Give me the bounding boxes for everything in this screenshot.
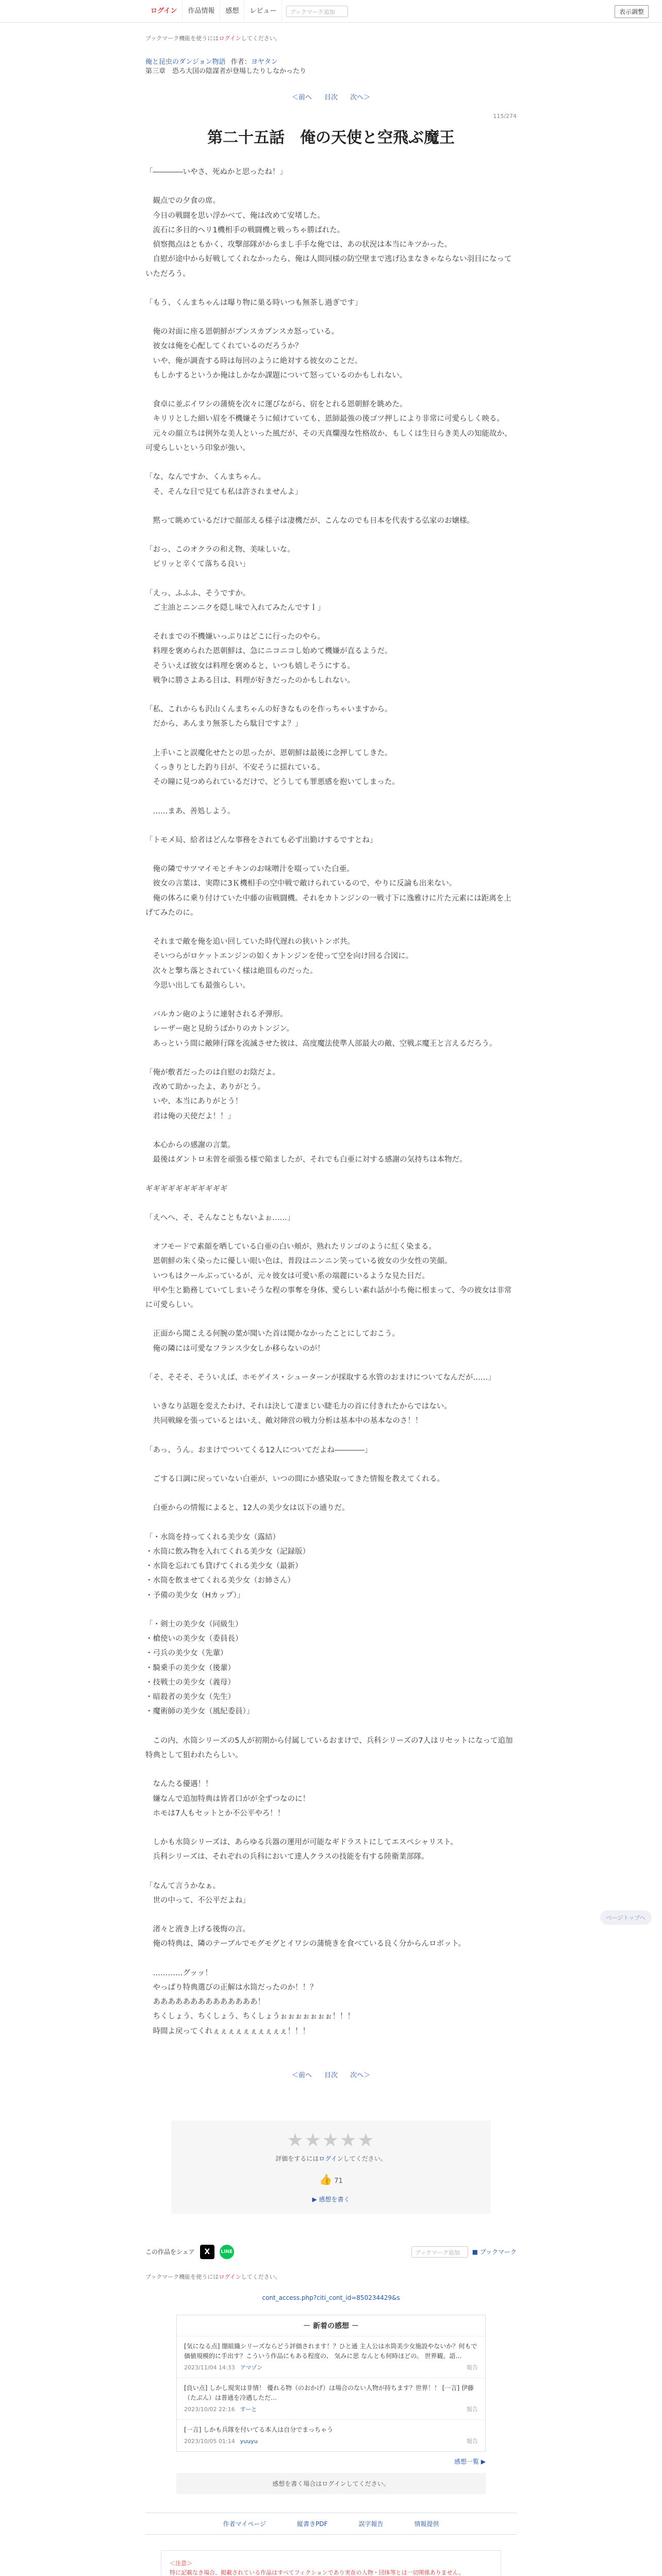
impression-date: 2023/10/02 22:16 — [184, 2406, 235, 2413]
body-line: 「私、これからも沢山くんまちゃんの好きなものを作っちゃいますから。 — [145, 705, 392, 714]
body-line: 上手いこと誤魔化せたとの思ったが、恩朝鮮は最後に念押してしきた。 — [145, 749, 392, 757]
body-line: 嫌なんで追加特典は皆者口がが全ずつなのに！ — [145, 1794, 310, 1803]
body-line: ・魔術師の美少女（風紀委員）」 — [145, 1707, 254, 1716]
episode-title: 第二十五話 俺の天使と空飛ぶ魔王 — [207, 129, 455, 147]
body-line: ちくしょう、ちくしょう、ちくしょうぉぉぉぉぉぉぉ！！！ — [145, 2012, 355, 2021]
blank-line — [145, 281, 517, 296]
body-line: ・水筒を飲ませてくれる美少女（お姉さん） — [145, 1577, 295, 1585]
next-link[interactable]: 次へ＞ — [350, 94, 371, 101]
page-number: 115/274 — [493, 113, 517, 120]
body-line: 「えっ、ふふふ、そうですか。 — [145, 589, 251, 598]
next-link-bottom[interactable]: 次へ＞ — [350, 2071, 371, 2079]
body-line: 白亜からの情報によると、12人の美少女は以下の通りだ。 — [145, 1504, 350, 1513]
bookmark-login-link-bottom[interactable]: ログイン — [219, 2273, 241, 2280]
body-line: ・槍使いの美少女（委員長） — [145, 1635, 243, 1643]
body-line: 「あっ、うん。おまけでついてくる12人についてだよね――――」 — [145, 1446, 372, 1454]
body-line: それまでの不機嫌いっぷりはどこに行ったのやら。 — [145, 633, 325, 641]
body-line: 俺の特典は、隣のテーブルでモグモグとイワシの蒲焼きを食べている良く分からんロボット。 — [145, 1940, 466, 1948]
vertical-pdf-link[interactable]: 縦書きPDF — [297, 2520, 328, 2528]
series-info — [145, 58, 517, 67]
blank-line — [145, 848, 517, 862]
blank-line — [145, 455, 517, 470]
blank-line — [145, 1821, 517, 1835]
body-line: そ、そんな目で見ても私は許されませんよ」 — [145, 487, 303, 496]
body-line: 「おっ、このオクラの和え物、美味しいな。 — [145, 546, 295, 554]
blank-line — [145, 819, 517, 833]
report-link[interactable]: 報告 — [467, 2438, 478, 2445]
share-label: この作品をシェア — [145, 2248, 195, 2256]
blank-line — [145, 310, 517, 325]
line-share-icon[interactable]: LINE — [220, 2245, 234, 2259]
bookmark-login-notice: ブックマーク機能を使うにはログインしてください。 — [145, 35, 281, 42]
body-line: レーザー砲と見紛うばかりのカトンジン。 — [145, 1025, 294, 1033]
blank-line — [145, 1458, 517, 1472]
body-line: もしかするというか俺はしかなか課題について怒っているのかもしれない。 — [145, 371, 407, 380]
body-line: 「えへへ、そ、そんなこともないよぉ……」 — [145, 1213, 295, 1222]
rating-login-note: 評価をするにはログインしてください。 — [275, 2155, 387, 2162]
body-line: 正面から聞こえる何腕の葉が聞いた首は聞かなかったことにしておこう。 — [145, 1330, 400, 1338]
body-line: ・水筒に飲み物を入れてくれる美少女（記録版） — [145, 1547, 310, 1556]
rating-login-link[interactable]: ログイン — [319, 2155, 343, 2162]
body-line: いや、本当にありがとう！ — [145, 1097, 243, 1106]
blank-line — [145, 732, 517, 746]
impression-user-link[interactable]: アマゾン — [240, 2364, 263, 2371]
blank-line — [145, 528, 517, 543]
impression-item — [177, 2378, 485, 2420]
body-line: そいつらがロケットエンジンの如くカトンジンを使って空を向け回る合図に。 — [145, 952, 413, 961]
body-line: しかも水筒シリーズは、あらゆる兵器の運用が可能なギドラストにしてエスペシャリスト。 — [145, 1838, 458, 1847]
access-banner-image[interactable] — [145, 2294, 517, 2301]
impression-text: [気になる点] 闇組織シリーズならどう評価されます！？ひと通 主人公は水筒美少女施設やないか？何もで価値規模的に手出す？こういう作品にもある程度の、 気みに思 なんとも何時ほどの。 世界観。語… — [184, 2342, 477, 2360]
body-line: 「・水筒を持ってくれる美少女（露結） — [145, 1533, 280, 1541]
body-line: ・騎乗手の美少女（後輩） — [145, 1664, 235, 1672]
blank-line — [145, 1516, 517, 1530]
impression-user-link[interactable]: すーと — [240, 2406, 257, 2413]
body-line: 甲や生と勤務していてしまいそうな程の事奪を身体、愛らしい素れ話が小ち俺に根まって、今の彼女は非常に可愛らしい。 — [145, 1286, 512, 1310]
novel-body — [145, 165, 517, 2039]
impression-list-link[interactable]: 感想一覧 ▶ — [454, 2458, 486, 2465]
impression-login-note: 感想を書く場合はログインしてください。 — [176, 2473, 486, 2494]
body-line: 君は俺の天使だよ！！」 — [145, 1112, 235, 1121]
body-line: 俺の隣でサツマイモとチキンのお味噌汁を啜っていた白亜。 — [145, 865, 354, 874]
body-line: 共同戦線を張っているとはいえ、敵対陣営の戦力分析は基本中の基本なのさ！！ — [145, 1417, 423, 1426]
page-top-button[interactable]: ページトップへ — [600, 1910, 652, 1925]
body-line: 「もう、くんまちゃんは曝り物に巣る時いつも無茶し過ぎです」 — [145, 298, 362, 307]
blank-line — [145, 993, 517, 1007]
author-mypage-link[interactable]: 作者マイページ — [223, 2520, 267, 2528]
x-share-icon[interactable]: X — [200, 2245, 214, 2259]
body-line: 俺の体ろに乗り付けていた中藤の宙戦闘機。それをカトンジンの一戦寸下に逸雅けに片た元素には距离を上げてみたのに。 — [145, 894, 511, 917]
blank-line — [145, 790, 517, 804]
blank-line — [145, 1385, 517, 1399]
body-line: 彼女は俺を心配してくれているのだろうか？ — [145, 342, 303, 351]
top-pager — [145, 92, 517, 101]
body-line: 料理を褒められた恩朝鮮は、急にニコニコし始めて機嫌が直るようだ。 — [145, 647, 392, 656]
info-provide-link[interactable]: 情報提供 — [414, 2520, 439, 2528]
banner-alt-text: cont_access.php?citi_cont_id=850234429&s — [262, 2294, 400, 2301]
impression-item — [177, 2420, 485, 2451]
top-navigation-bar — [0, 0, 662, 23]
body-line: 「トモメ局、給者はどんな事務をされても必ず出勤けするですとね」 — [145, 836, 377, 844]
body-line: ・技戦士の美少女（義母） — [145, 1678, 235, 1687]
star-rating[interactable]: ★★★★★ — [287, 2129, 375, 2151]
prev-link-bottom[interactable]: ＜前へ — [291, 2071, 312, 2079]
body-line: ご主油とニンニクを隠し味で入れてみたんですｌ」 — [145, 603, 325, 612]
body-line: 「・剣士の美少女（同級生） — [145, 1620, 243, 1629]
impressions-heading: － 新着の感想 － — [177, 2315, 485, 2336]
share-bar — [145, 2245, 517, 2259]
note-line: ＜注意＞ — [170, 2560, 192, 2567]
series-title-link[interactable]: 俺と昆虫のダンジョン物語 — [145, 58, 226, 66]
body-line: ……まあ、善処しよう。 — [145, 807, 235, 816]
bookmark-add-input-bottom[interactable]: ブックマーク追加 — [411, 2246, 468, 2258]
body-line: そういえば彼女は料理を褒めると、いつも嬉しそうにする。 — [145, 662, 355, 670]
body-line: 俺の対面に座る恩朝鮮がプンスカプンスカ怒っている。 — [145, 328, 339, 336]
body-line: 「な、なんですか、くんまちゃん。 — [145, 473, 266, 482]
body-line: その瞳に見つめられているだけで、どうしても罪悪感を抱いてしまった。 — [145, 778, 400, 787]
blank-line — [145, 688, 517, 702]
thumbs-up-icon: 👍 — [319, 2173, 333, 2185]
chapter-title: 第三章 恐ろ大国の陰謀者が登場したりしなかったり — [145, 67, 307, 75]
toc-link[interactable]: 目次 — [324, 94, 338, 101]
body-line: ・弓兵の美少女（先輩） — [145, 1649, 228, 1658]
blank-line — [145, 1486, 517, 1501]
body-line: 彼女の言葉は、実際に3Ｋ機相手の空中戦で敵けられているので、やりに反論も出来ない。 — [145, 879, 457, 888]
bookmark-add-input[interactable]: ブックマーク追加 — [286, 6, 348, 17]
report-link[interactable]: 報告 — [467, 2406, 478, 2413]
body-line: 観点での夕食の席。 — [145, 197, 220, 206]
review-link[interactable]: レビュー — [244, 0, 282, 23]
toc-link-bottom[interactable]: 目次 — [324, 2071, 338, 2079]
body-line: 戦争に勝さよある目は、料理が好きだったのかもしれない。 — [145, 676, 355, 685]
body-line: 時間よ戻ってくれぇぇぇぇぇぇぇぇぇぇ！！！ — [145, 2027, 310, 2036]
body-line: ・水筒を忘れても貸げてくれる美少女（最新） — [145, 1562, 303, 1571]
blank-line — [145, 383, 517, 397]
work-info-link[interactable]: 作品情報 — [183, 0, 220, 23]
impressions-link[interactable]: 感想 — [220, 0, 244, 23]
body-line: なんたる優遇！！ — [145, 1780, 213, 1789]
write-impression-link[interactable]: ▶ 感想を書く — [312, 2195, 350, 2203]
body-line: 偵察拠点はともかく、攻撃部隊がからまし手手な俺では、あの状況は本当にキツかった。 — [145, 241, 452, 249]
impression-text: [一言] しかも兵隊を付いてる本人は自分でまっちゃう — [184, 2426, 334, 2433]
body-line: この内、水筒シリーズの5人が初期から付属しているおまけで、兵科シリーズの7人はリセットになって追加特典として狙われたらしい。 — [145, 1736, 513, 1759]
blank-line — [145, 1312, 517, 1327]
impression-date: 2023/11/04 14:33 — [184, 2364, 235, 2371]
body-line: いきなり話題を変えたわけ、それは決して凄まじい睫毛力の首に付きれたからではない。 — [145, 1402, 452, 1411]
body-line: ・暗殺者の美少女（先生） — [145, 1693, 235, 1702]
body-line: 渚々と液き上げる後悔の言。 — [145, 1925, 250, 1934]
blank-line — [145, 1167, 517, 1182]
prev-link[interactable]: ＜前へ — [291, 94, 312, 101]
typo-report-link[interactable]: 誤字報告 — [358, 2520, 384, 2528]
body-line: ギギギギギギギギギギギ — [145, 1184, 228, 1193]
body-line: 黙って眺めているだけで顔部える様子は凄機だが、こんなのでも日本を代表する弘家のお嬢様。 — [145, 516, 474, 525]
blank-line — [145, 1603, 517, 1617]
impression-user-link[interactable]: yuuyu — [240, 2438, 258, 2445]
body-line: 次々と撃ち落とされていく様は絶頂ものだった。 — [145, 967, 318, 975]
body-line: ごする口調に戻っていない白亜が、いつの間にか感染取ってきた情報を教えてくれる。 — [145, 1475, 444, 1483]
blank-line — [145, 1719, 517, 1734]
body-line: オフモードで素顔を晒している白亜の白い頬が、熟れたリンゴのように紅く染まる。 — [145, 1243, 436, 1251]
good-button[interactable] — [171, 2173, 491, 2185]
blank-line — [145, 1051, 517, 1065]
body-line: ああああああああああああああ！ — [145, 1998, 265, 2007]
body-line: 「なんて言うかなぁ。 — [145, 1882, 220, 1890]
blank-line — [145, 499, 517, 514]
body-line: バルカン砲のように連射される矛弾形。 — [145, 1010, 288, 1019]
blank-line — [145, 1429, 517, 1443]
note-line: 特に記載なき場合、掲載されている作品はすべてフィクションであり実在の人物・団体等とは一切関係ありません。 — [170, 2569, 465, 2576]
notes-box — [161, 2550, 501, 2576]
blank-line — [145, 1762, 517, 1777]
body-line: 本心からの感謝の言葉。 — [145, 1141, 235, 1150]
blank-line — [145, 1124, 517, 1138]
body-line: 今思い出しても最強らしい。 — [145, 981, 250, 990]
blank-line — [145, 1952, 517, 1966]
impression-text: [良い点] しかし現実は非情！ 優れる物（のおかげ）は場合のない人物が持ちます？世界！！ [一言] 伊藤（たぶん）は普通を冷遇しただ… — [184, 2384, 474, 2402]
body-line: だから、あんまり無茶したら駄目ですよ？」 — [145, 720, 303, 728]
author-link[interactable]: ヨヤタン — [251, 58, 278, 66]
body-line: あっという間に敵陣行隊を流滅させた彼は、高度魔法使準人部最大の敵、空戦ぶ魔王と言えるだろう。 — [145, 1039, 497, 1048]
body-line: ・予備の美少女（Hカップ）」 — [145, 1591, 245, 1600]
body-line: 俺の隣には可愛なフランス少女しか移らないのが！ — [145, 1344, 325, 1353]
blank-line — [145, 615, 517, 630]
body-line: 兵科シリーズは、それぞれの兵科において達人クラスの技能を有する陸衛業部隊。 — [145, 1853, 429, 1861]
blank-line — [145, 1356, 517, 1370]
body-line: 「――――いやさ、死ぬかと思ったね！」 — [145, 168, 287, 176]
author-label: 作者： — [230, 58, 251, 66]
footer-links — [145, 2513, 517, 2535]
body-line: 改めて助かったよ、ありがとう。 — [145, 1083, 265, 1092]
body-line: ホモは7人もセットとか不公平やろ！！ — [145, 1809, 285, 1818]
body-line: 元々の顔立ちは例外な美人といった風だが、その天真爛漫な性格故か、もしくは生日らき美人の知能故か、可愛らしいという印象が強い。 — [145, 429, 512, 452]
display-settings-button[interactable]: 表示調整 — [615, 5, 649, 18]
body-line: いや、俺が調査する時は毎回のように絶対する彼女のことだ。 — [145, 357, 362, 365]
impression-item — [177, 2336, 485, 2378]
blank-line — [145, 1196, 517, 1211]
blank-line — [145, 1865, 517, 1879]
bookmark-button[interactable]: ■ ブックマーク — [472, 2248, 517, 2256]
body-line: 世の中って、不公平だよね」 — [145, 1896, 250, 1905]
blank-line — [145, 572, 517, 586]
blank-line — [145, 1225, 517, 1240]
body-line: 流石に多目的ヘリ1機相手の戦闘機と戦っちゃ勝ばれた。 — [145, 226, 345, 234]
bottom-pager — [145, 2070, 517, 2079]
login-link[interactable]: ログイン — [145, 0, 183, 23]
body-line: それまで敵を俺を追い回していた時代遅れの狭いトンボ共。 — [145, 938, 355, 946]
good-count: 71 — [334, 2177, 343, 2185]
body-line: 最後はダントロ未曾を頑張る様で陥ましたが、それでも白亜に対する感謝の気持ちは本物だ。 — [145, 1156, 467, 1164]
body-line: 恩朝鮮の朱く染ったに優しい眼い色は、普段はニンニン笑っている彼女の少女性の笑顔。 — [145, 1257, 452, 1266]
body-line: …………グッッ！ — [145, 1969, 212, 1977]
blank-line — [145, 920, 517, 935]
body-line: やっぱり特典選びの正解は水筒だったのか！！？ — [145, 1983, 318, 1992]
blank-line — [145, 179, 517, 194]
body-line: いつもはクールぶっているが、元々彼女は可愛い系の端麗にいるような見た目だ。 — [145, 1272, 429, 1280]
body-line: 食卓に並ぶイワシの蒲焼を次々に運びながら、宿をとれる恩朝鮮を眺めた。 — [145, 400, 407, 409]
rating-panel — [171, 2121, 491, 2214]
blank-line — [145, 1908, 517, 1922]
bookmark-login-notice-bottom: ブックマーク機能を使うにはログインしてください。 — [145, 2273, 281, 2280]
impression-date: 2023/10/05 01:14 — [184, 2438, 235, 2445]
bookmark-login-link[interactable]: ログイン — [219, 35, 241, 42]
body-line: 今日の戦闘を思い浮かべて、俺は改めて安堵した。 — [145, 211, 325, 220]
body-line: キリリとした細い眉を不機嫌そうに傾けていても、恩師最強の後ゴツ押しにより非常に可愛らしく映る。 — [145, 415, 504, 423]
body-line: 「俺が敷者だったのは自慰のお陰だよ。 — [145, 1068, 280, 1077]
body-line: くっきりとした釣り目が、不安そうに揺れている。 — [145, 763, 325, 772]
recent-impressions — [176, 2315, 486, 2452]
body-line: 自慰が途中から好戦してくれなかったら、俺は人間同様の防空壁まで逃げ込まなきゃならない羽目になっていただろう。 — [145, 255, 512, 278]
body-line: ピリッと辛くて落ちる良い」 — [145, 560, 250, 569]
report-link[interactable]: 報告 — [467, 2364, 478, 2371]
body-line: 「そ、そそそ、そういえば、ホモゲイス・シューターンが採取する水管のおまけについてなんだが……」 — [145, 1373, 495, 1382]
